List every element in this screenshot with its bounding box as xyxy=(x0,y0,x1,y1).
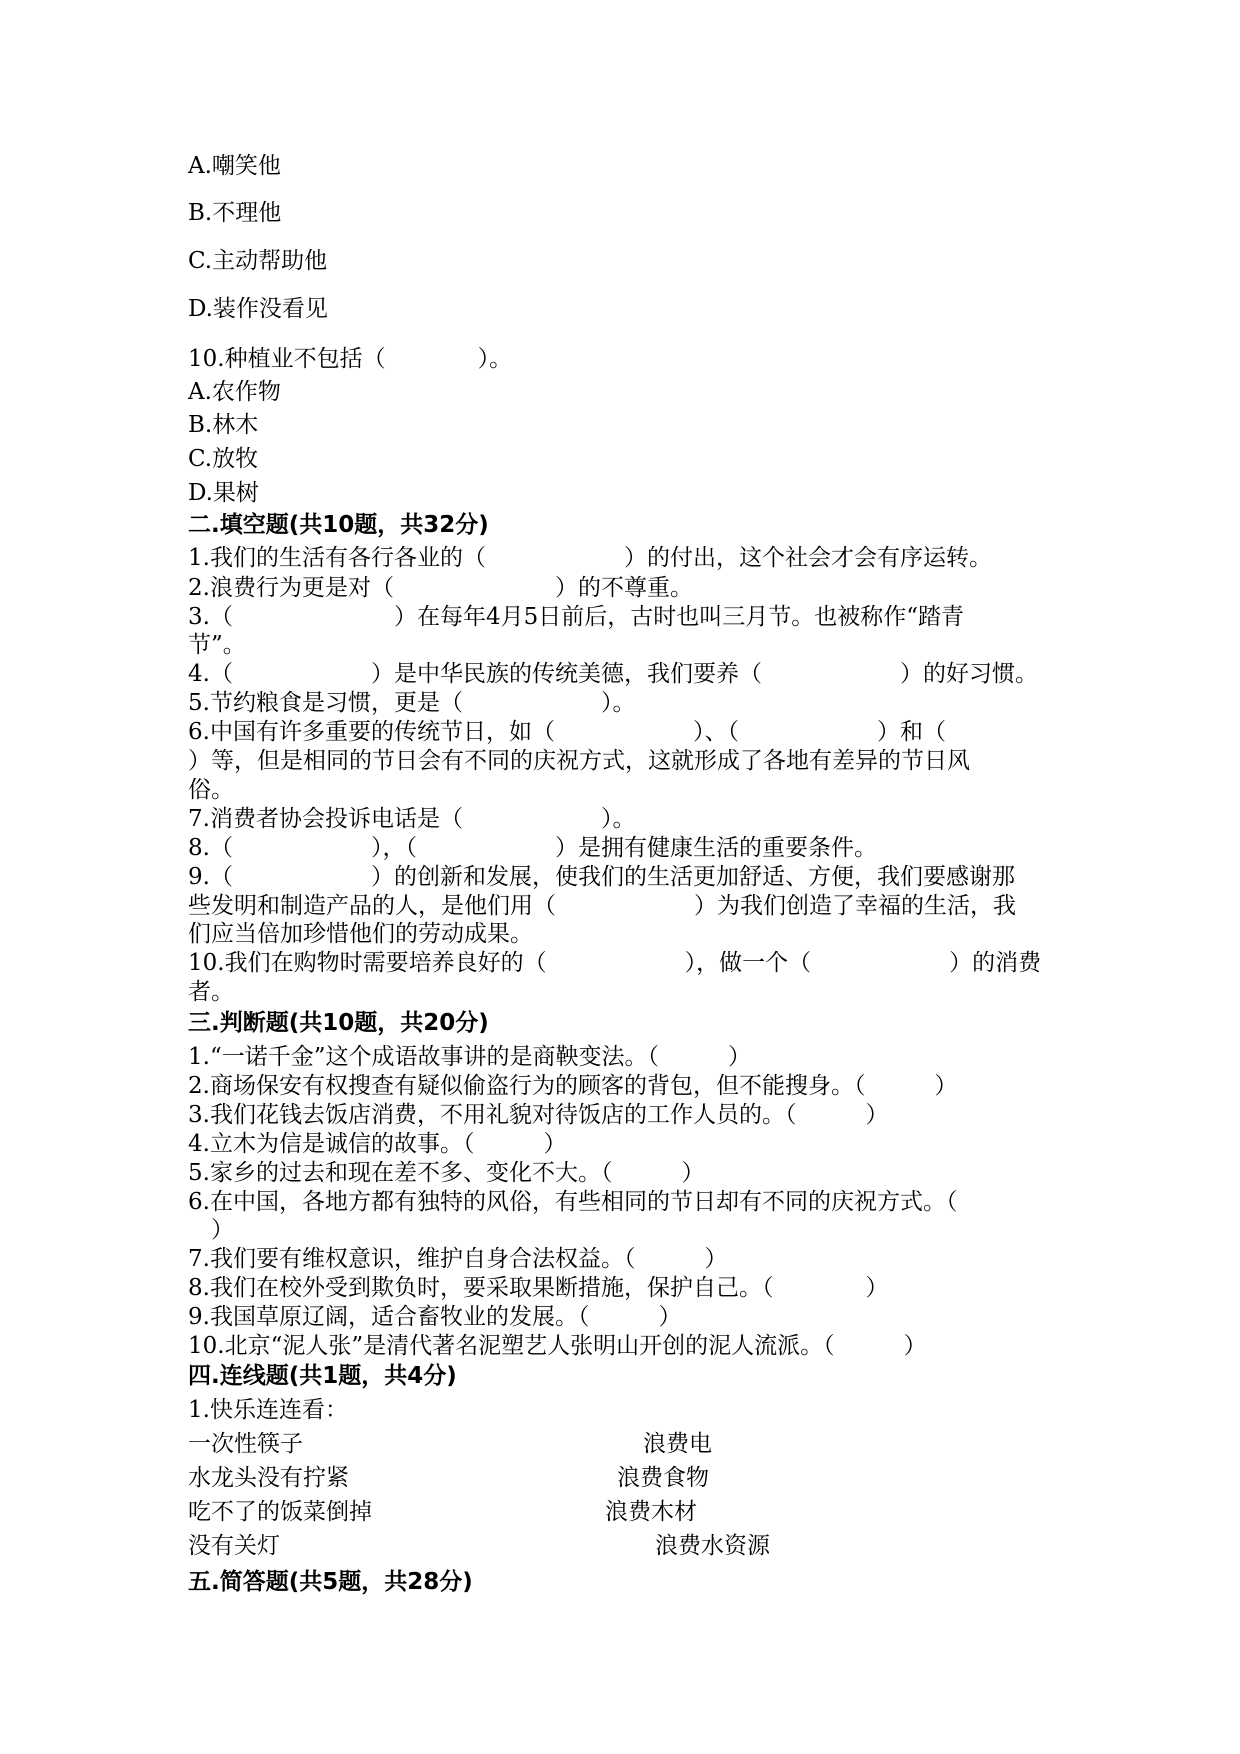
section3-heading: 三.判断题(共10题，共20分) xyxy=(188,1010,489,1036)
judge-line: 6.在中国，各地方都有独特的风俗，有些相同的节日却有不同的庆祝方式。（ xyxy=(188,1189,958,1215)
judge-line: ） xyxy=(188,1217,234,1243)
match-left-item: 没有关灯 xyxy=(188,1533,280,1559)
matching-question: 1.快乐连连看： xyxy=(188,1397,348,1423)
fill-line: 4.（ ）是中华民族的传统美德，我们要养（ ）的好习惯。 xyxy=(188,661,1038,687)
q10-option-a: A.农作物 xyxy=(188,379,281,405)
fill-line: 8.（ ），（ ）是拥有健康生活的重要条件。 xyxy=(188,835,877,861)
fill-line: 9.（ ）的创新和发展，使我们的生活更加舒适、方便，我们要感谢那 xyxy=(188,864,1015,890)
match-right-item: 浪费木材 xyxy=(605,1499,697,1525)
fill-line: 些发明和制造产品的人，是他们用（ ）为我们创造了幸福的生活，我 xyxy=(188,893,1016,919)
fill-line: 们应当倍加珍惜他们的劳动成果。 xyxy=(188,921,533,947)
judge-line: 10.北京“泥人张”是清代著名泥塑艺人张明山开创的泥人流派。（ ） xyxy=(188,1333,927,1359)
q10-option-d: D.果树 xyxy=(188,480,259,506)
q9-option-b: B.不理他 xyxy=(188,200,282,226)
match-right-item: 浪费电 xyxy=(643,1431,712,1457)
fill-line: 7.消费者协会投诉电话是（ ）。 xyxy=(188,806,636,832)
fill-line: 6.中国有许多重要的传统节日，如（ ）、（ ）和（ xyxy=(188,719,946,745)
fill-line: 5.节约粮食是习惯，更是（ ）。 xyxy=(188,690,636,716)
match-left-item: 一次性筷子 xyxy=(188,1431,303,1457)
fill-line: 2.浪费行为更是对（ ）的不尊重。 xyxy=(188,575,693,601)
section4-heading: 四.连线题(共1题，共4分) xyxy=(188,1363,457,1389)
q9-option-a: A.嘲笑他 xyxy=(188,153,281,179)
fill-line: 俗。 xyxy=(188,777,234,803)
judge-line: 5.家乡的过去和现在差不多、变化不大。（ ） xyxy=(188,1160,705,1186)
q10-stem: 10.种植业不包括（ ）。 xyxy=(188,346,513,372)
q10-option-c: C.放牧 xyxy=(188,446,259,472)
judge-line: 7.我们要有维权意识，维护自身合法权益。（ ） xyxy=(188,1246,728,1272)
match-left-item: 水龙头没有拧紧 xyxy=(188,1465,349,1491)
fill-line: 节”。 xyxy=(188,632,246,658)
judge-line: 1.“一诺千金”这个成语故事讲的是商鞅变法。（ ） xyxy=(188,1044,751,1070)
fill-line: 3.（ ）在每年4月5日前后，古时也叫三月节。也被称作“踏青 xyxy=(188,604,964,630)
section5-heading: 五.简答题(共5题，共28分) xyxy=(188,1569,473,1595)
q9-option-c: C.主动帮助他 xyxy=(188,248,328,274)
fill-line: ）等，但是相同的节日会有不同的庆祝方式，这就形成了各地有差异的节日风 xyxy=(188,748,970,774)
fill-line: 者。 xyxy=(188,979,234,1005)
judge-line: 9.我国草原辽阔，适合畜牧业的发展。（ ） xyxy=(188,1304,682,1330)
fill-line: 1.我们的生活有各行各业的（ ）的付出，这个社会才会有序运转。 xyxy=(188,545,992,571)
judge-line: 8.我们在校外受到欺负时，要采取果断措施，保护自己。（ ） xyxy=(188,1275,889,1301)
match-right-item: 浪费食物 xyxy=(617,1465,709,1491)
q9-option-d: D.装作没看见 xyxy=(188,296,328,322)
section2-heading: 二.填空题(共10题，共32分) xyxy=(188,512,489,538)
match-left-item: 吃不了的饭菜倒掉 xyxy=(188,1499,372,1525)
judge-line: 4.立木为信是诚信的故事。（ ） xyxy=(188,1131,567,1157)
match-right-item: 浪费水资源 xyxy=(655,1533,770,1559)
fill-line: 10.我们在购物时需要培养良好的（ ），做一个（ ）的消费 xyxy=(188,950,1042,976)
judge-line: 2.商场保安有权搜查有疑似偷盗行为的顾客的背包，但不能搜身。（ ） xyxy=(188,1073,958,1099)
q10-option-b: B.林木 xyxy=(188,412,259,438)
judge-line: 3.我们花钱去饭店消费，不用礼貌对待饭店的工作人员的。（ ） xyxy=(188,1102,889,1128)
